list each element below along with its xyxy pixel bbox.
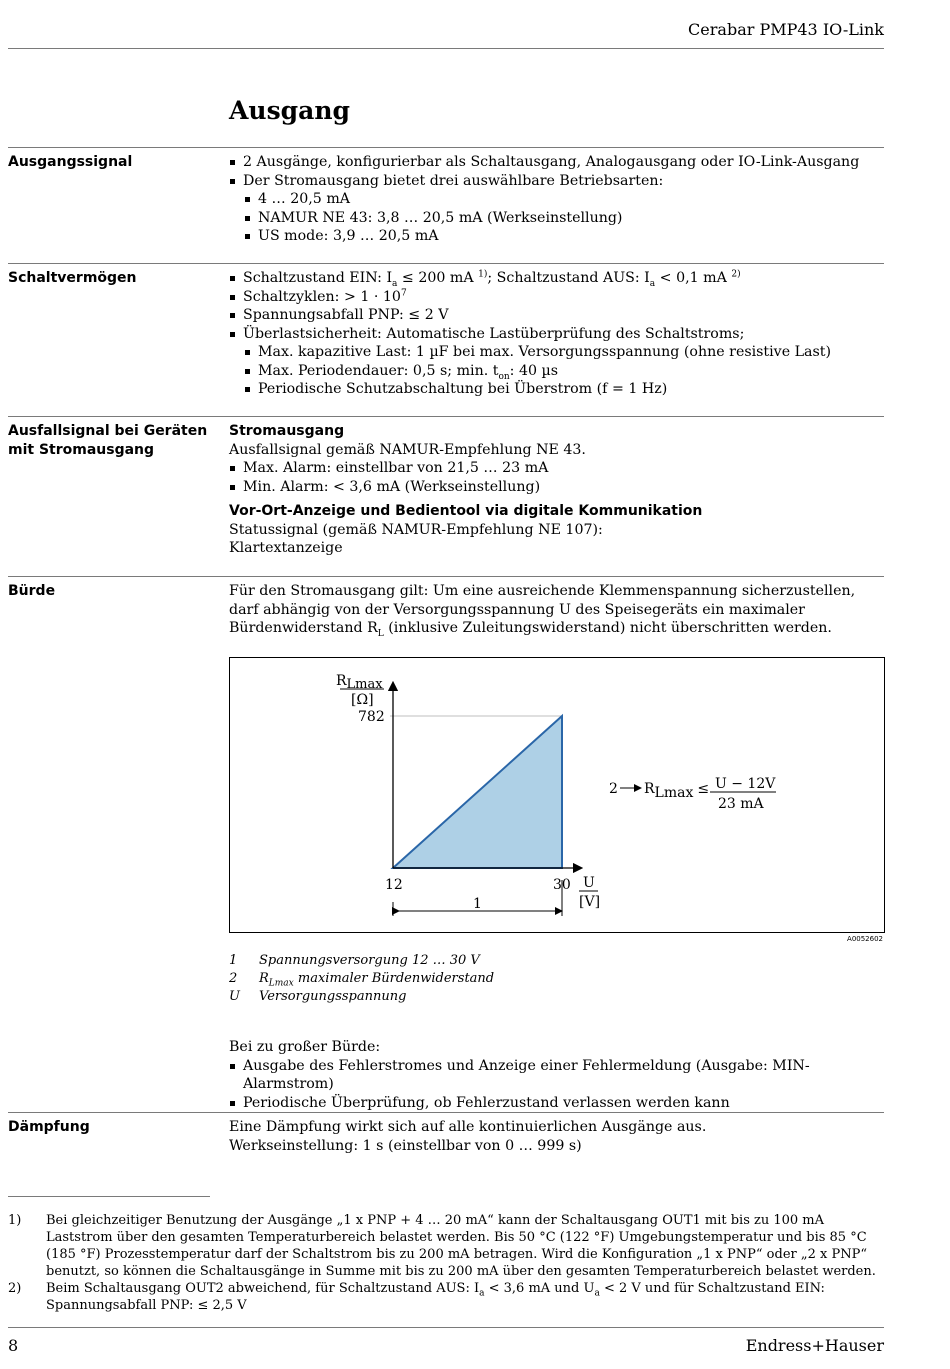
row-divider — [8, 263, 884, 264]
footer-rule — [8, 1327, 884, 1328]
list-subitem: Max. kapazitive Last: 1 µF bei max. Versorgungsspannung (ohne resistive Last) — [229, 343, 885, 362]
formula-numerator: U − 12V — [715, 776, 776, 792]
paragraph: Ausfallsignal gemäß NAMUR-Empfehlung NE 43. — [229, 441, 586, 458]
paragraph: Klartextanzeige — [229, 540, 343, 556]
legend-item: U Versorgungsspannung — [229, 989, 407, 1004]
label-ausgangssignal: Ausgangssignal — [8, 154, 133, 170]
subheading: Vor-Ort-Anzeige und Bedientool via digitale Kommunikation — [229, 503, 703, 519]
row-divider — [8, 576, 884, 577]
paragraph: Eine Dämpfung wirkt sich auf alle kontinuierlichen Ausgänge aus. — [229, 1119, 707, 1135]
list-item: Überlastsicherheit: Automatische Lastüberprüfung des Schaltstroms; — [229, 325, 885, 344]
list-item: Ausgabe des Fehlerstromes und Anzeige einer Fehlermeldung (Ausgabe: MIN-Alarmstrom) — [229, 1057, 885, 1094]
legend-item: 2 $R_{Lmax}$ maximaler Bürdenwiderstand — [229, 971, 495, 989]
y-axis-label: RLmax — [336, 673, 383, 692]
list-item: Spannungsabfall PNP: ≤ 2 V — [229, 306, 885, 325]
page-number: 8 — [8, 1336, 19, 1355]
y-axis-unit: [Ω] — [351, 692, 374, 708]
figure-code: A0052602 — [847, 935, 883, 943]
x-axis-unit: [V] — [579, 894, 601, 910]
footnote-1: 1) Bei gleichzeitiger Benutzung der Ausgänge „1 x PNP + 4 … 20 mA“ kann der Schaltausgang OUT1 mit bis zu 100 mA Laststrom über den gesamten Temperaturbereich belastet werden. Bis 50 °C (122 °F) Umgebungstemperatur und bis 85 °C (185 °F) Prozesstemperatur darf der Schaltstrom bis zu 200 mA betragen. Wird die Konfiguration „1 x PNP“ oder „2 x PNP“ benutzt, so können die Schaltausgänge in Summe mit bis zu 200 mA über den gesamten Temperaturbereich belastet werden. — [8, 1213, 876, 1279]
header-rule — [8, 48, 884, 49]
content-daempfung — [229, 1118, 885, 1155]
list-subitem: Max. Periodendauer: 0,5 s; min. $t_{on}$: 40 µs — [229, 362, 885, 381]
section-title: Ausgang — [229, 96, 350, 125]
list-item: Periodische Überprüfung, ob Fehlerzustand verlassen werden kann — [229, 1094, 885, 1113]
y-value-label: 782 — [358, 709, 385, 725]
list-subitem: US mode: 3,9 … 20,5 mA — [229, 227, 885, 246]
footnote-rule — [8, 1196, 210, 1197]
formula-number: 2 — [609, 781, 618, 797]
label-buerde: Bürde — [8, 583, 56, 599]
list-item: Schaltzustand EIN: $I_a \le 200$ mA $^{1)}$; Schaltzustand AUS: $I_a < 0,1$ mA $^{2)}$ — [229, 269, 885, 288]
content-buerde-after — [229, 1038, 885, 1112]
load-area — [393, 716, 562, 868]
row-divider — [8, 416, 884, 417]
formula-lhs: RLmax ≤ — [644, 781, 710, 801]
row-divider — [8, 147, 884, 148]
paragraph: Statussignal (gemäß NAMUR-Empfehlung NE 107): — [229, 521, 603, 538]
figure-legend — [229, 952, 494, 1006]
list-item: 2 Ausgänge, konfigurierbar als Schaltausgang, Analogausgang oder IO-Link-Ausgang — [229, 153, 885, 172]
formula-denominator: 23 mA — [718, 796, 764, 812]
subheading: Stromausgang — [229, 423, 345, 439]
content-schaltvermoegen — [229, 269, 885, 399]
label-daempfung: Dämpfung — [8, 1119, 90, 1135]
span-label: 1 — [473, 896, 482, 912]
list-item: Min. Alarm: < 3,6 mA (Werkseinstellung) — [229, 478, 885, 497]
label-schaltvermoegen: Schaltvermögen — [8, 270, 137, 286]
paragraph: Bei zu großer Bürde: — [229, 1039, 381, 1055]
paragraph: Werkseinstellung: 1 s (einstellbar von 0 … 999 s) — [229, 1137, 582, 1154]
x-end-label: 30 — [553, 877, 571, 893]
legend-item: 1 Spannungsversorgung 12 … 30 V — [229, 953, 480, 968]
x-start-label: 12 — [385, 877, 403, 893]
content-ausfallsignal — [229, 422, 885, 558]
list-subitem: Periodische Schutzabschaltung bei Überstrom (f = 1 Hz) — [229, 380, 885, 399]
load-diagram — [229, 657, 885, 933]
content-ausgangssignal — [229, 153, 885, 246]
paragraph: Für den Stromausgang gilt: Um eine ausreichende Klemmenspannung sicherzustellen, darf abhängig von der Versorgungsspannung U des Speisegeräts ein maximaler Bürdenwiderstand $R_L$ (inklusive Zuleitungswiderstand) nicht überschritten werden. — [229, 583, 856, 639]
list-item: Der Stromausgang bietet drei auswählbare Betriebsarten: — [229, 172, 885, 191]
list-subitem: 4 … 20,5 mA — [229, 190, 885, 209]
row-divider — [8, 1112, 884, 1113]
list-item: Max. Alarm: einstellbar von 21,5 … 23 mA — [229, 459, 885, 478]
document-title: Cerabar PMP43 IO-Link — [688, 20, 884, 39]
x-axis-label: U — [583, 875, 595, 891]
load-diagram-svg — [230, 658, 884, 932]
footnote-2: 2) Beim Schaltausgang OUT2 abweichend, für Schaltzustand AUS: $I_a < 3,6$ mA und $U_a < 2$ V und für Schaltzustand EIN: Spannungsabfall PNP: ≤ 2,5 V — [8, 1281, 825, 1313]
brand-name: Endress+Hauser — [745, 1336, 884, 1355]
list-item: Schaltzyklen: > $1 \cdot 10^7$ — [229, 288, 885, 307]
label-ausfallsignal: Ausfallsignal bei Geräten mit Stromausgang — [8, 423, 208, 458]
list-subitem: NAMUR NE 43: 3,8 … 20,5 mA (Werkseinstellung) — [229, 209, 885, 228]
